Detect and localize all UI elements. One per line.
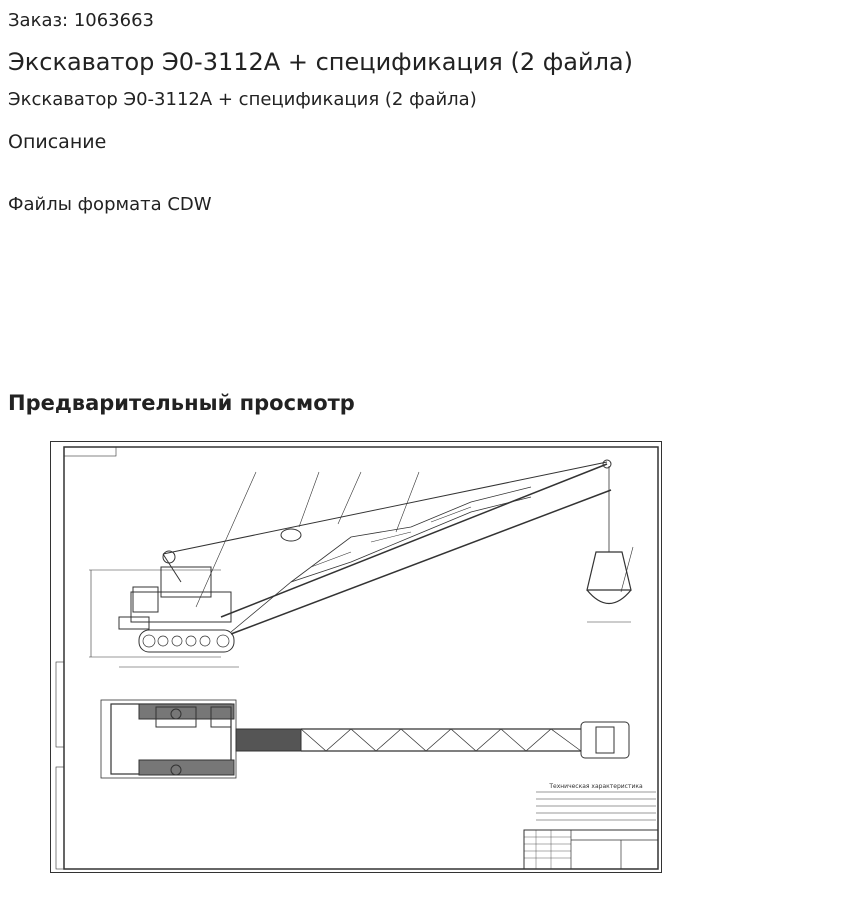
description-text: Файлы формата CDW	[8, 194, 212, 215]
tech-characteristics-title: Техническая характеристика	[549, 783, 643, 790]
order-number: Заказ: 1063663	[8, 10, 154, 31]
excavator-drawing	[51, 442, 661, 872]
page-subtitle: Экскаватор Э0-3112А + спецификация (2 файла)	[8, 89, 477, 110]
description-heading: Описание	[8, 131, 107, 153]
preview-image[interactable]	[50, 441, 662, 873]
page-title: Экскаватор Э0-3112А + спецификация (2 файла)	[8, 48, 633, 76]
preview-heading: Предварительный просмотр	[8, 391, 355, 415]
